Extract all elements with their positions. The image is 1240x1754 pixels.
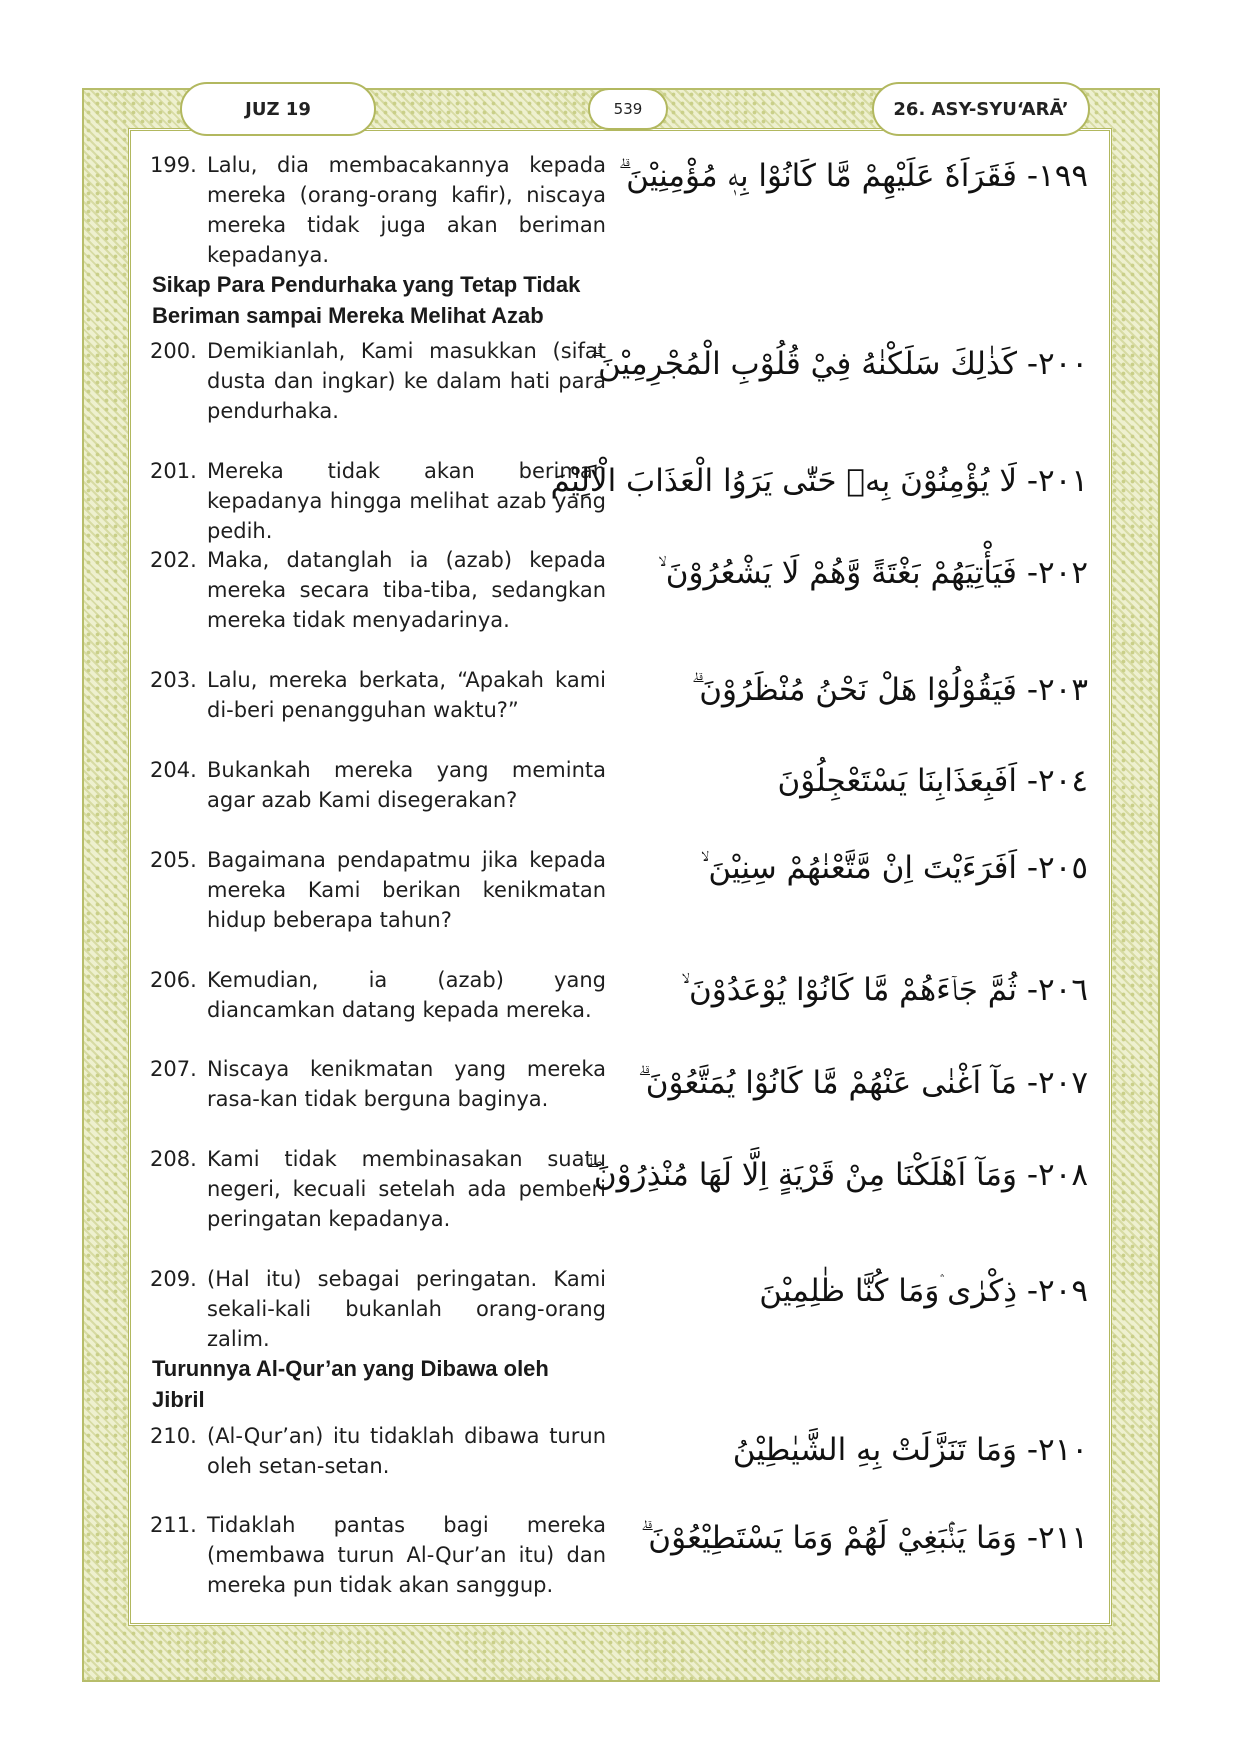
arabic-verse-text: فَيَقُوْلُوْا هَلْ نَحْنُ مُنْظَرُوْنَ ۗ xyxy=(691,672,1017,708)
verse-number: 199. xyxy=(150,153,197,177)
arabic-verse-number: ٢٠٦- xyxy=(1026,972,1088,1008)
verse-number: 200. xyxy=(150,339,197,363)
arabic-verse-text: ذِكْرٰى ۛوَمَا كُنَّا ظٰلِمِيْنَ xyxy=(759,1273,1017,1309)
verse-206-arabic xyxy=(640,970,1088,1010)
verse-202-arabic xyxy=(640,553,1088,593)
verse-201-arabic xyxy=(550,461,1088,501)
verse-210-translation xyxy=(150,1421,606,1481)
verse-number: 201. xyxy=(150,459,197,483)
arabic-verse-text: لَا يُؤْمِنُوْنَ بِهٖ حَتّٰى يَرَوُا الْعَذَابَ الْاَلِيْمَ xyxy=(550,463,1017,499)
verse-text: Mereka tidak akan beriman kepadanya hingga melihat azab yang pedih. xyxy=(207,459,606,543)
verse-number: 209. xyxy=(150,1267,197,1291)
arabic-verse-number: ٢٠١- xyxy=(1026,463,1088,499)
arabic-verse-number: ٢٠٢- xyxy=(1026,555,1088,591)
verse-text: Kami tidak membinasakan suatu negeri, kecuali setelah ada pemberi peringatan kepadanya. xyxy=(207,1147,606,1231)
arabic-verse-text: مَآ اَغْنٰى عَنْهُمْ مَّا كَانُوْا يُمَتَّعُوْنَ ۗ xyxy=(637,1065,1017,1101)
verse-text: Niscaya kenikmatan yang mereka rasa-kan tidak berguna baginya. xyxy=(207,1057,606,1111)
verse-201-translation xyxy=(150,456,606,546)
surah-title: 26. ASY-SYU‘ARĀ’ xyxy=(872,82,1090,136)
verse-text: (Hal itu) sebagai peringatan. Kami sekali-kali bukanlah orang-orang zalim. xyxy=(207,1267,606,1351)
verse-text: Lalu, dia membacakannya kepada mereka (orang-orang kafir), niscaya mereka tidak juga akan beriman kepadanya. xyxy=(207,153,606,267)
arabic-verse-number: ٢٠٣- xyxy=(1026,672,1088,708)
arabic-verse-number: ٢٠٤- xyxy=(1026,763,1088,799)
verse-207-translation xyxy=(150,1054,606,1114)
verse-number: 211. xyxy=(150,1513,197,1537)
arabic-verse-text: اَفَبِعَذَابِنَا يَسْتَعْجِلُوْنَ xyxy=(777,763,1017,799)
verse-text: Tidaklah pantas bagi mereka (membawa turun Al-Qur’an itu) dan mereka pun tidak akan sanggup. xyxy=(207,1513,606,1597)
verse-text: (Al-Qur’an) itu tidaklah dibawa turun oleh setan-setan. xyxy=(207,1424,606,1478)
arabic-verse-text: فَيَأْتِيَهُمْ بَغْتَةً وَّهُمْ لَا يَشْعُرُوْنَ ۙ xyxy=(658,555,1017,591)
verse-210-arabic xyxy=(640,1430,1088,1470)
verse-number: 204. xyxy=(150,758,197,782)
verse-199-arabic xyxy=(618,156,1088,196)
verse-text: Lalu, mereka berkata, “Apakah kami di-beri penangguhan waktu?” xyxy=(207,668,606,722)
arabic-verse-number: ٢٠٩- xyxy=(1026,1273,1088,1309)
verse-206-translation xyxy=(150,965,606,1025)
verse-number: 202. xyxy=(150,548,197,572)
section-heading: Turunnya Al-Qur’an yang Dibawa oleh Jibril xyxy=(152,1356,549,1412)
verse-209-arabic xyxy=(640,1271,1088,1311)
arabic-verse-text: وَمَا تَنَزَّلَتْ بِهِ الشَّيٰطِيْنُ xyxy=(732,1432,1017,1468)
verse-number: 206. xyxy=(150,968,197,992)
arabic-verse-number: ١٩٩- xyxy=(1026,158,1088,194)
verse-text: Bukankah mereka yang meminta agar azab Kami disegerakan? xyxy=(207,758,606,812)
verse-211-arabic xyxy=(640,1518,1088,1558)
verse-205-translation xyxy=(150,845,606,935)
verse-208-arabic xyxy=(586,1155,1088,1195)
arabic-verse-text: وَمَآ اَهْلَكْنَا مِنْ قَرْيَةٍ اِلَّا لَهَا مُنْذِرُوْنَ ۖ xyxy=(586,1157,1017,1193)
verse-number: 207. xyxy=(150,1057,197,1081)
verse-205-arabic xyxy=(640,848,1088,888)
arabic-verse-number: ٢٠٥- xyxy=(1026,850,1088,886)
verse-number: 208. xyxy=(150,1147,197,1171)
arabic-verse-number: ٢١٠- xyxy=(1026,1432,1088,1468)
verse-202-translation xyxy=(150,545,606,635)
verse-text: Maka, datanglah ia (azab) kepada mereka secara tiba-tiba, sedangkan mereka tidak menyadarinya. xyxy=(207,548,606,632)
verse-211-translation xyxy=(150,1510,606,1600)
arabic-verse-number: ٢٠٨- xyxy=(1026,1157,1088,1193)
verse-text: Demikianlah, Kami masukkan (sifat dusta dan ingkar) ke dalam hati para pendurhaka. xyxy=(207,339,606,423)
arabic-verse-number: ٢٠٠- xyxy=(1026,346,1088,382)
verse-text: Kemudian, ia (azab) yang diancamkan datang kepada mereka. xyxy=(207,968,606,1022)
verse-207-arabic xyxy=(637,1063,1088,1103)
verse-208-translation xyxy=(150,1144,606,1234)
verse-209-translation xyxy=(150,1264,606,1354)
verse-204-translation xyxy=(150,755,606,815)
arabic-verse-text: فَقَرَاَهٗ عَلَيْهِمْ مَّا كَانُوْا بِهٖ مُؤْمِنِيْنَ ۗ xyxy=(618,158,1017,194)
arabic-verse-text: اَفَرَءَيْتَ اِنْ مَّتَّعْنٰهُمْ سِنِيْنَ ۙ xyxy=(700,850,1017,886)
verse-number: 203. xyxy=(150,668,197,692)
section-heading: Sikap Para Pendurhaka yang Tetap Tidak Beriman sampai Mereka Melihat Azab xyxy=(152,272,581,328)
verse-200-translation xyxy=(150,336,606,426)
verse-204-arabic xyxy=(640,761,1088,801)
page-number: 539 xyxy=(588,88,668,130)
arabic-verse-text: وَمَا يَنْۢبَغِيْ لَهُمْ وَمَا يَسْتَطِيْعُوْنَ ۗ xyxy=(640,1520,1017,1556)
arabic-verse-number: ٢١١- xyxy=(1026,1520,1088,1556)
verse-203-arabic xyxy=(640,670,1088,710)
verse-number: 205. xyxy=(150,848,197,872)
verse-text: Bagaimana pendapatmu jika kepada mereka Kami berikan kenikmatan hidup beberapa tahun? xyxy=(207,848,606,932)
juz-label: JUZ 19 xyxy=(180,82,376,136)
arabic-verse-number: ٢٠٧- xyxy=(1026,1065,1088,1101)
verse-number: 210. xyxy=(150,1424,197,1448)
verse-203-translation xyxy=(150,665,606,725)
verse-200-arabic xyxy=(590,344,1088,384)
arabic-verse-text: ثُمَّ جَاۤءَهُمْ مَّا كَانُوْا يُوْعَدُوْنَ ۙ xyxy=(681,972,1017,1008)
verse-199-translation xyxy=(150,150,606,270)
arabic-verse-text: كَذٰلِكَ سَلَكْنٰهُ فِيْ قُلُوْبِ الْمُجْرِمِيْنَ ۗ xyxy=(590,346,1017,382)
